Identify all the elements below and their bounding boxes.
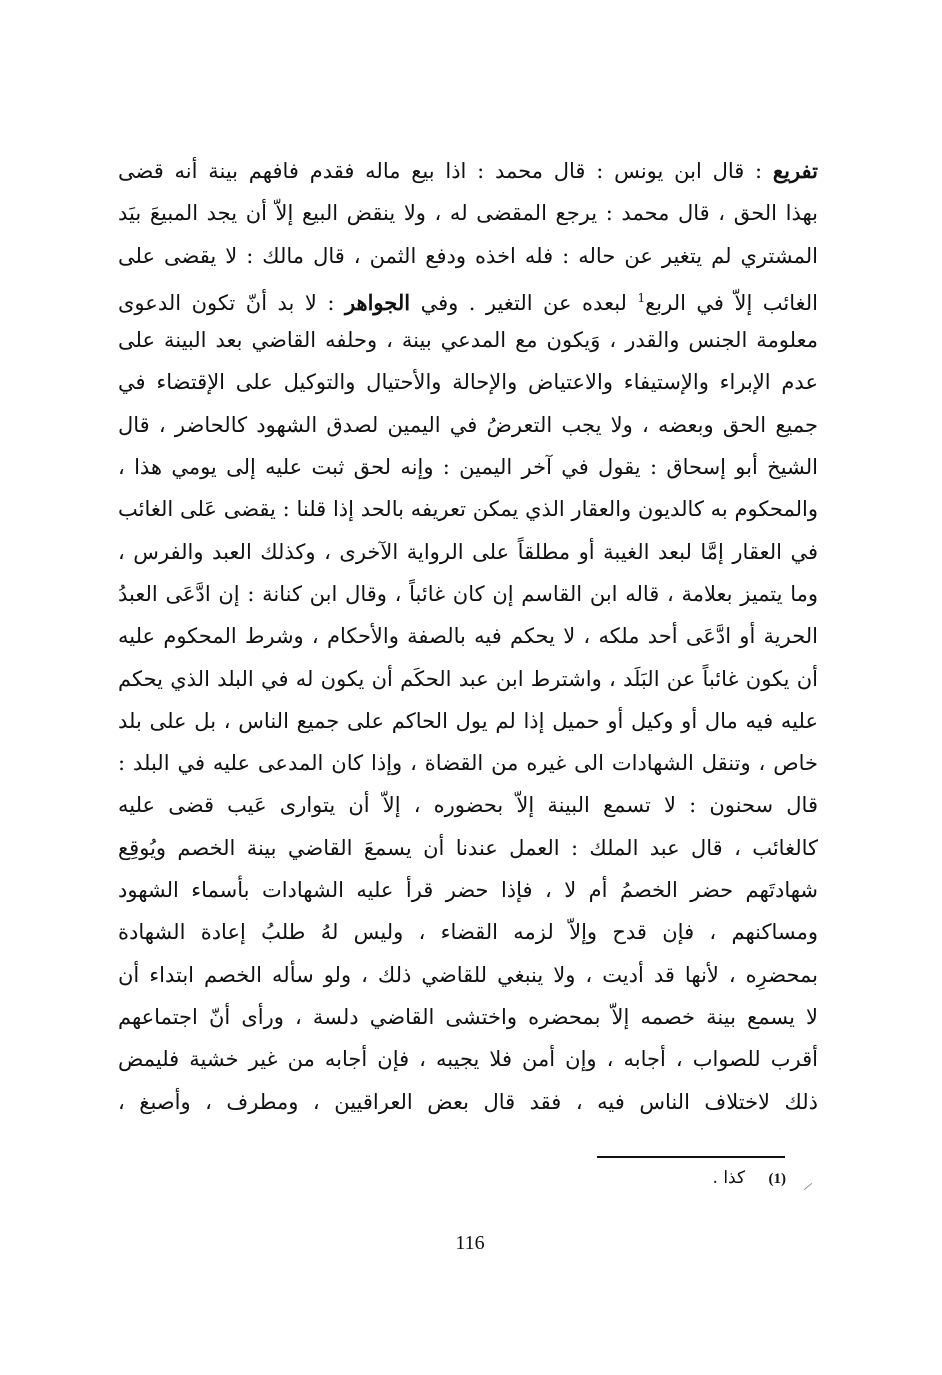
- text-line-16: قال سحنون : لا تسمع البينة إلاّ بحضوره ، إلاّ أن يتوارى عَيب قضى عليه: [118, 793, 818, 818]
- bold-term: الجواهر: [344, 289, 411, 315]
- footnote-divider: [597, 1156, 785, 1158]
- text-line-17: كالغائب ، قال عبد الملك : العمل عندنا أن يسمعَ القاضي بينة الخصم ويُوقِع: [118, 835, 818, 860]
- text-line-14: عليه فيه مال أو وكيل أو حميل إذا لم يول الحاكم على جميع الناس ، بل على بلد: [118, 708, 818, 733]
- text-line-15: خاص ، وتنقل الشهادات الى غيره من القضاة ، وإذا كان المدعى عليه في البلد :: [118, 751, 818, 776]
- main-text: [118, 150, 818, 1123]
- text-line-12: الحرية أو ادَّعَى أحد ملكه ، لا يحكم فيه بالصفة والأحكام ، وشرط المحكوم عليه: [118, 624, 818, 649]
- footnote: [560, 1168, 786, 1188]
- text-line-18: شهادتَهم حضر الخصمُ أم لا ، فإذا حضر قرأ عليه الشهادات بأسماء الشهود: [118, 878, 818, 903]
- text-line-10: في العقار إمَّا لبعد الغيبة أو مطلقاً على الرواية الآخرى ، وكذلك العبد والفرس ،: [118, 539, 818, 564]
- text-line-1: تفريع : قال ابن يونس : قال محمد : اذا بيع ماله فقدم فافهم بينة أنه قضى: [118, 158, 818, 183]
- footnote-number: (1): [768, 1171, 786, 1187]
- text-line-9: والمحكوم به كالديون والعقار الذي يمكن تعريفه بالحد إذا قلنا : يقضى عَلى الغائب: [118, 497, 818, 522]
- text-line-4: الغائب إلاّ في الربع$^1$ لبعده عن التغير . وفي الجواهر : لا بد أنّ تكون الدعوى: [118, 289, 818, 315]
- page-number: 116: [455, 1232, 485, 1254]
- text-line-11: وما يتميز بعلامة ، قاله ابن القاسم إن كان غائباً ، وقال ابن كنانة : إن ادَّعَى العبدُ: [118, 581, 818, 606]
- text-line-8: الشيخ أبو إسحاق : يقول في آخر اليمين : وإنه لحق ثبت عليه إلى يومي هذا ،: [118, 455, 818, 480]
- text-line-21: لا يسمع بينة خصمه إلاّ بمحضره واختشى القاضي دلسة ، ورأى أنّ اجتماعهم: [118, 1004, 818, 1029]
- text-line-13: أن يكون غائباً عن البَلَد ، واشترط ابن عبد الحكَم أن يكون له في البلد الذي يحكم: [118, 666, 818, 691]
- text-line-19: ومساكنهم ، فإن قدح وإلاّ لزمه القضاء ، وليس لهُ طلبُ إعادة الشهادة: [118, 920, 818, 945]
- footnote-text: كذا .: [712, 1168, 746, 1188]
- text-line-5: معلومة الجنس والقدر ، وَيكون مع المدعي بينة ، وحلفه القاضي بعد البينة على: [118, 328, 818, 353]
- text-line-22: أقرب للصواب ، أجابه ، وإن أمن فلا يجيبه ، فإن أجابه من غير خشية فليمض: [118, 1047, 818, 1072]
- text-line-7: جميع الحق وبعضه ، ولا يجب التعرضُ في اليمين لصدق الشهود كالحاضر ، قال: [118, 412, 818, 437]
- footnote-reference: 1: [637, 290, 646, 305]
- text-line-6: عدم الإبراء والإستيفاء والاعتياض والإحالة والأحتيال والتوكيل على الإقتضاء في: [118, 370, 818, 395]
- text-line-3: المشتري لم يتغير عن حاله : فله اخذه ودفع الثمن ، قال مالك : لا يقضى على: [118, 243, 818, 268]
- stray-mark: [804, 1183, 812, 1190]
- text-line-20: بمحضرِه ، لأنها قد أديت ، ولا ينبغي للقاضي ذلك ، ولو سأله الخصم ابتداء أن: [118, 962, 818, 987]
- text-line-23: ذلك لاختلاف الناس فيه ، فقد قال بعض العراقيين ، ومطرف ، وأصبغ ،: [118, 1089, 818, 1114]
- text-line-2: بهذا الحق ، قال محمد : يرجع المقضى له ، ولا ينقض البيع إلاّ أن يجد المبيعَ بيَد: [118, 201, 818, 226]
- lead-word: تفريع: [772, 158, 818, 183]
